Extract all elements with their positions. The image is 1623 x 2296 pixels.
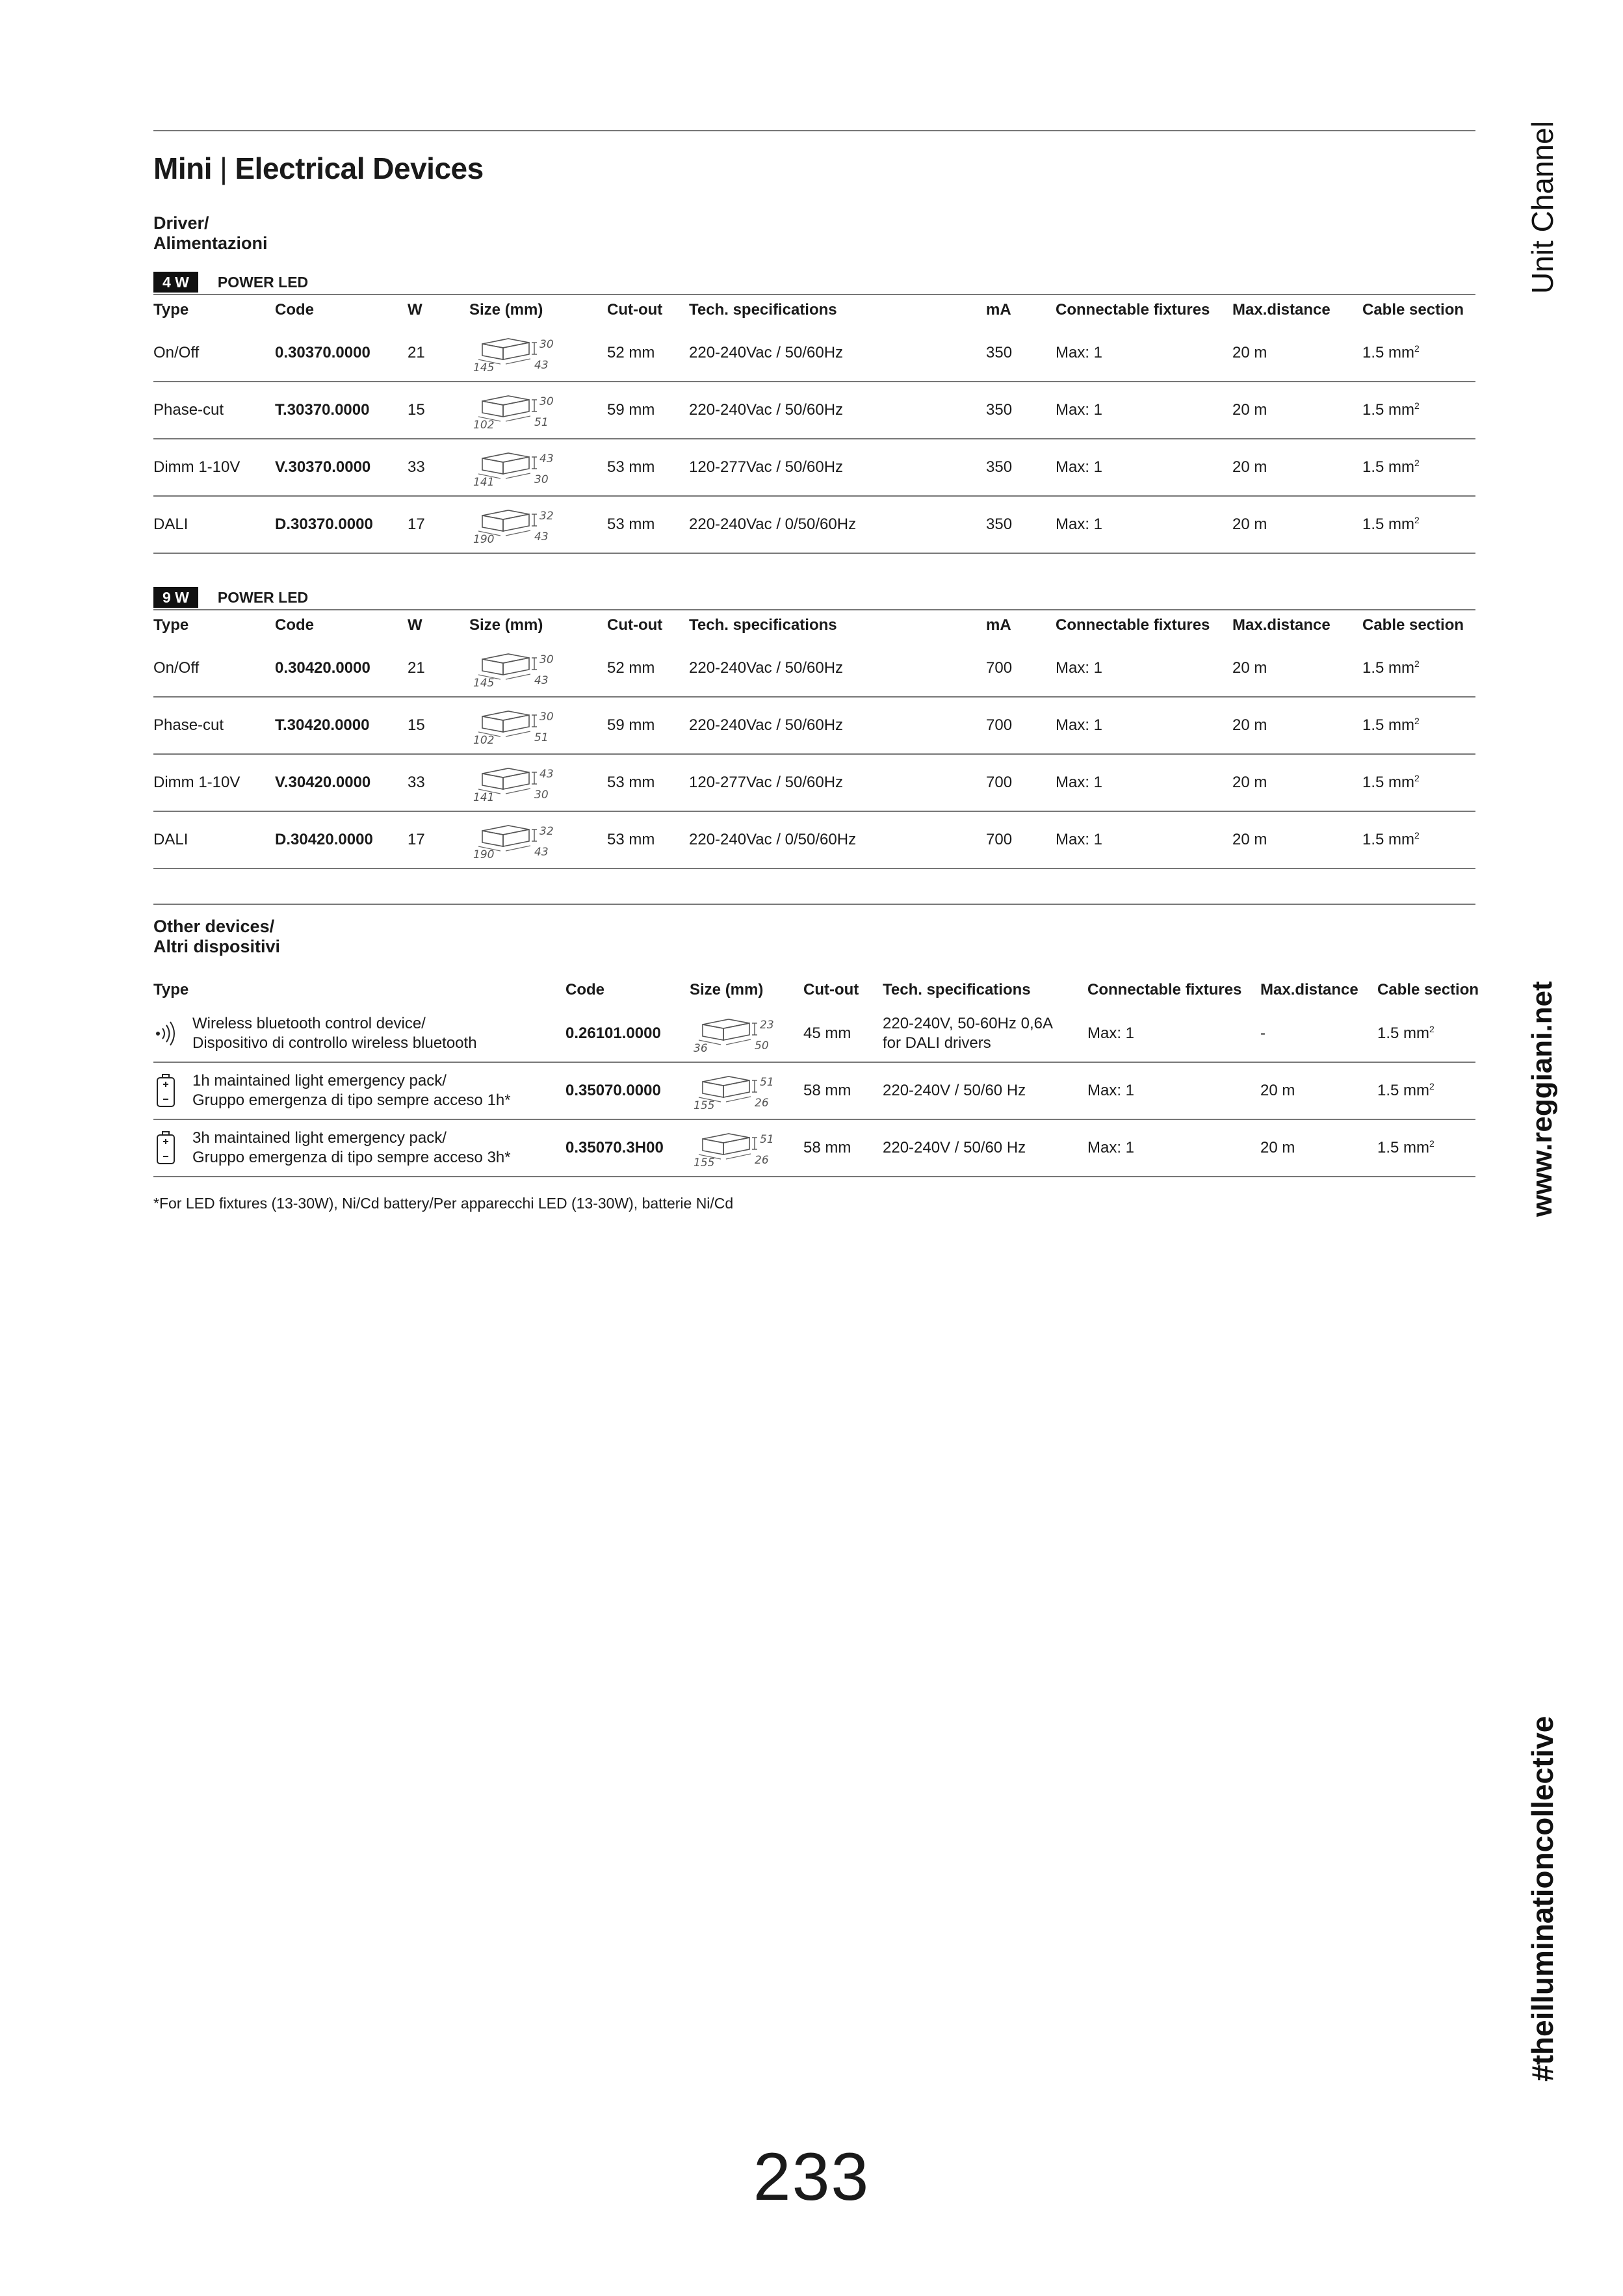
size-length: 141 [473, 476, 495, 487]
size-cell [469, 811, 607, 868]
col-ma: mA [986, 300, 1011, 319]
type-cell: On/Off [153, 343, 200, 361]
size-height: 32 [539, 825, 554, 838]
table-row [153, 754, 1475, 811]
watt-cell: 33 [408, 774, 425, 791]
type-cell: Dimm 1-10V [153, 458, 240, 476]
distance-cell: 20 m [1232, 831, 1267, 848]
type-cell: Phase-cut [153, 401, 224, 419]
cutout-cell: 52 mm [607, 343, 655, 361]
col-size: Size (mm) [469, 616, 543, 634]
col-distance: Max.distance [1260, 981, 1358, 998]
cutout-cell: 58 mm [803, 1139, 851, 1156]
table-header [153, 610, 1475, 640]
code-cell: V.30370.0000 [275, 458, 371, 476]
type-cell: Dimm 1-10V [153, 774, 240, 791]
top-rule [153, 130, 1475, 131]
driver-dimensions-icon [469, 333, 567, 372]
driver-table-9w [153, 609, 1475, 869]
tech-cell: 220-240Vac / 0/50/60Hz [689, 831, 857, 848]
size-width: 43 [534, 358, 549, 372]
ma-cell: 350 [986, 515, 1013, 533]
size-height: 51 [760, 1076, 774, 1089]
ma-cell: 700 [986, 716, 1013, 734]
fixtures-cell: Max: 1 [1056, 659, 1103, 677]
size-width: 43 [534, 673, 549, 687]
tech-cell: 220-240V, 50-60Hz 0,6A for DALI drivers [883, 1014, 1053, 1052]
group-label: POWER LED [217, 588, 309, 606]
ma-cell: 700 [986, 831, 1013, 848]
fixtures-cell: Max: 1 [1056, 774, 1103, 791]
size-length: 155 [694, 1156, 715, 1168]
size-length: 145 [473, 676, 495, 688]
code-cell: 0.30420.0000 [275, 659, 370, 677]
size-length: 190 [473, 533, 495, 544]
driver-dimensions-icon [469, 505, 567, 544]
code-cell: 0.26101.0000 [565, 1024, 661, 1042]
driver-dimensions-icon [690, 1014, 787, 1053]
size-cell [469, 496, 607, 553]
code-cell: T.30370.0000 [275, 401, 370, 419]
fixtures-cell: Max: 1 [1087, 1082, 1135, 1099]
cutout-cell: 53 mm [607, 515, 655, 533]
col-type: Type [153, 616, 189, 634]
size-height: 43 [539, 452, 554, 465]
watt-cell: 17 [408, 515, 425, 533]
footnote: *For LED fixtures (13-30W), Ni/Cd battery/Per apparecchi LED (13-30W), batterie Ni/Cd [153, 1195, 734, 1212]
battery-icon [153, 1073, 179, 1108]
size-cell [469, 382, 607, 439]
distance-cell: 20 m [1260, 1082, 1295, 1099]
distance-cell: 20 m [1232, 515, 1267, 533]
distance-cell: 20 m [1232, 774, 1267, 791]
driver-dimensions-icon [469, 391, 567, 430]
col-fixtures: Connectable fixtures [1087, 981, 1242, 998]
size-cell [690, 1119, 803, 1177]
tech-cell: 120-277Vac / 50/60Hz [689, 774, 844, 791]
col-cable: Cable section [1377, 981, 1479, 998]
fixtures-cell: Max: 1 [1056, 343, 1103, 361]
driver-dimensions-icon [469, 448, 567, 487]
col-cable: Cable section [1362, 616, 1464, 634]
watt-cell: 21 [408, 343, 425, 361]
col-distance: Max.distance [1232, 300, 1331, 319]
distance-cell: 20 m [1232, 716, 1267, 734]
type-cell: On/Off [153, 659, 200, 677]
col-cutout: Cut-out [803, 981, 859, 998]
cable-cell: 1.5 $mm^2$ [1362, 716, 1420, 734]
ma-cell: 700 [986, 659, 1013, 677]
col-tech: Tech. specifications [883, 981, 1031, 998]
size-height: 32 [539, 510, 554, 523]
size-cell [469, 697, 607, 754]
cable-cell: 1.5 $mm^2$ [1362, 830, 1420, 848]
table-row [153, 496, 1475, 553]
ma-cell: 350 [986, 343, 1013, 361]
col-fixtures: Connectable fixtures [1056, 616, 1210, 634]
tech-cell: 220-240Vac / 50/60Hz [689, 343, 844, 361]
driver-table-4w [153, 294, 1475, 554]
ma-cell: 350 [986, 401, 1013, 419]
col-cutout: Cut-out [607, 616, 663, 634]
type-cell: 1h maintained light emergency pack/ Gruppo emergenza di tipo sempre acceso 1h* [153, 1062, 565, 1119]
col-code: Code [275, 300, 314, 319]
table-row [153, 640, 1475, 697]
cable-cell: 1.5 $mm^2$ [1362, 458, 1420, 476]
col-code: Code [275, 616, 314, 634]
cable-cell: 1.5 $mm^2$ [1362, 400, 1420, 419]
group-label: POWER LED [217, 273, 309, 291]
code-cell: 0.30370.0000 [275, 343, 370, 361]
col-size: Size (mm) [690, 981, 764, 998]
watt-cell: 33 [408, 458, 425, 476]
cutout-cell: 59 mm [607, 401, 655, 419]
size-cell [469, 324, 607, 382]
power-badge: 4 W [153, 272, 198, 293]
code-cell: T.30420.0000 [275, 716, 370, 734]
type-cell: DALI [153, 831, 188, 848]
code-cell: D.30370.0000 [275, 515, 373, 533]
size-width: 51 [534, 416, 549, 429]
cable-cell: 1.5 $mm^2$ [1377, 1081, 1435, 1099]
size-width: 30 [534, 473, 549, 486]
cutout-cell: 53 mm [607, 774, 655, 791]
col-w: W [408, 616, 422, 634]
col-size: Size (mm) [469, 300, 543, 319]
side-website[interactable]: www.reggiani.net [1526, 981, 1558, 1217]
col-cable: Cable section [1362, 300, 1464, 319]
col-type: Type [153, 981, 189, 998]
col-cutout: Cut-out [607, 300, 663, 319]
table-header [153, 294, 1475, 324]
fixtures-cell: Max: 1 [1056, 515, 1103, 533]
cable-cell: 1.5 $mm^2$ [1362, 343, 1420, 361]
watt-cell: 17 [408, 831, 425, 848]
group-4w-header [153, 272, 308, 293]
size-width: 50 [755, 1039, 769, 1052]
size-width: 26 [755, 1154, 769, 1167]
size-cell [690, 1005, 803, 1062]
tech-cell: 220-240Vac / 50/60Hz [689, 401, 844, 419]
other-devices-table [153, 975, 1479, 1177]
ma-cell: 350 [986, 458, 1013, 476]
cable-cell: 1.5 $mm^2$ [1377, 1138, 1435, 1156]
type-cell: 3h maintained light emergency pack/ Gruppo emergenza di tipo sempre acceso 3h* [153, 1119, 565, 1177]
distance-cell: 20 m [1232, 401, 1267, 419]
power-badge: 9 W [153, 587, 198, 608]
watt-cell: 15 [408, 716, 425, 734]
size-width: 43 [534, 846, 549, 859]
col-w: W [408, 300, 422, 319]
size-height: 30 [539, 337, 554, 351]
cable-cell: 1.5 $mm^2$ [1362, 515, 1420, 533]
cutout-cell: 53 mm [607, 831, 655, 848]
size-cell [469, 754, 607, 811]
size-cell [469, 640, 607, 697]
size-length: 36 [694, 1041, 708, 1053]
tech-cell: 220-240Vac / 0/50/60Hz [689, 515, 857, 533]
table-row [153, 1062, 1475, 1119]
driver-section-title: Driver/ Alimentazioni [153, 213, 268, 253]
size-length: 190 [473, 848, 495, 859]
tech-cell: 220-240Vac / 50/60Hz [689, 716, 844, 734]
page-number: 233 [753, 2139, 870, 2215]
cutout-cell: 45 mm [803, 1024, 851, 1042]
size-width: 30 [534, 789, 549, 802]
size-width: 26 [755, 1097, 769, 1110]
cable-cell: 1.5 $mm^2$ [1362, 658, 1420, 677]
size-width: 51 [534, 731, 549, 744]
table-row [153, 811, 1475, 868]
fixtures-cell: Max: 1 [1056, 831, 1103, 848]
cutout-cell: 52 mm [607, 659, 655, 677]
group-9w-header [153, 587, 308, 608]
fixtures-cell: Max: 1 [1056, 401, 1103, 419]
table-row [153, 439, 1475, 496]
type-cell: DALI [153, 515, 188, 533]
tech-cell: 120-277Vac / 50/60Hz [689, 458, 844, 476]
size-height: 23 [760, 1018, 774, 1032]
ma-cell: 700 [986, 774, 1013, 791]
size-cell [690, 1062, 803, 1119]
cutout-cell: 59 mm [607, 716, 655, 734]
watt-cell: 15 [408, 401, 425, 419]
table-row [153, 1119, 1475, 1177]
fixtures-cell: Max: 1 [1087, 1024, 1135, 1042]
size-length: 145 [473, 361, 495, 372]
col-fixtures: Connectable fixtures [1056, 300, 1210, 319]
distance-cell: 20 m [1232, 343, 1267, 361]
driver-dimensions-icon [690, 1128, 787, 1168]
cutout-cell: 58 mm [803, 1082, 851, 1099]
col-tech: Tech. specifications [689, 300, 837, 319]
distance-cell: 20 m [1232, 458, 1267, 476]
fixtures-cell: Max: 1 [1056, 458, 1103, 476]
wireless-icon [153, 1018, 179, 1049]
driver-dimensions-icon [469, 649, 567, 688]
size-length: 155 [694, 1099, 715, 1110]
battery-icon [153, 1130, 179, 1166]
col-tech: Tech. specifications [689, 616, 837, 634]
size-cell [469, 439, 607, 496]
table-row [153, 697, 1475, 754]
col-distance: Max.distance [1232, 616, 1331, 634]
table-row [153, 382, 1475, 439]
side-hashtag: #theilluminationcollective [1526, 1715, 1559, 2081]
type-cell: Phase-cut [153, 716, 224, 734]
cable-cell: 1.5 $mm^2$ [1362, 773, 1420, 791]
col-code: Code [565, 981, 604, 998]
col-ma: mA [986, 616, 1011, 634]
other-section-title: Other devices/ Altri dispositivi [153, 917, 281, 956]
distance-cell: - [1260, 1024, 1266, 1042]
cutout-cell: 53 mm [607, 458, 655, 476]
tech-cell: 220-240V / 50/60 Hz [883, 1082, 1026, 1099]
code-cell: 0.35070.3H00 [565, 1139, 664, 1156]
driver-dimensions-icon [469, 706, 567, 745]
tech-cell: 220-240Vac / 50/60Hz [689, 659, 844, 677]
watt-cell: 21 [408, 659, 425, 677]
code-cell: 0.35070.0000 [565, 1082, 661, 1099]
table-row [153, 324, 1475, 382]
code-cell: V.30420.0000 [275, 774, 371, 791]
driver-dimensions-icon [469, 820, 567, 859]
size-length: 102 [473, 734, 495, 745]
size-width: 43 [534, 530, 549, 543]
driver-dimensions-icon [690, 1071, 787, 1110]
type-cell: Wireless bluetooth control device/ Dispositivo di controllo wireless bluetooth [153, 1005, 565, 1062]
driver-dimensions-icon [469, 763, 567, 802]
side-collection-name: Unit Channel [1526, 121, 1559, 294]
other-section-rule [153, 904, 1475, 905]
code-cell: D.30420.0000 [275, 831, 373, 848]
size-length: 141 [473, 791, 495, 802]
distance-cell: 20 m [1260, 1139, 1295, 1156]
col-type: Type [153, 300, 189, 319]
distance-cell: 20 m [1232, 659, 1267, 677]
fixtures-cell: Max: 1 [1056, 716, 1103, 734]
table-row [153, 1005, 1475, 1062]
size-height: 30 [539, 653, 554, 666]
cable-cell: 1.5 $mm^2$ [1377, 1023, 1435, 1042]
page-title: Mini | Electrical Devices [153, 151, 484, 185]
size-height: 30 [539, 395, 554, 408]
size-height: 51 [760, 1133, 774, 1146]
size-height: 30 [539, 711, 554, 724]
fixtures-cell: Max: 1 [1087, 1139, 1135, 1156]
table-header [153, 975, 1475, 1005]
tech-cell: 220-240V / 50/60 Hz [883, 1139, 1026, 1156]
size-length: 102 [473, 419, 495, 430]
size-height: 43 [539, 768, 554, 781]
